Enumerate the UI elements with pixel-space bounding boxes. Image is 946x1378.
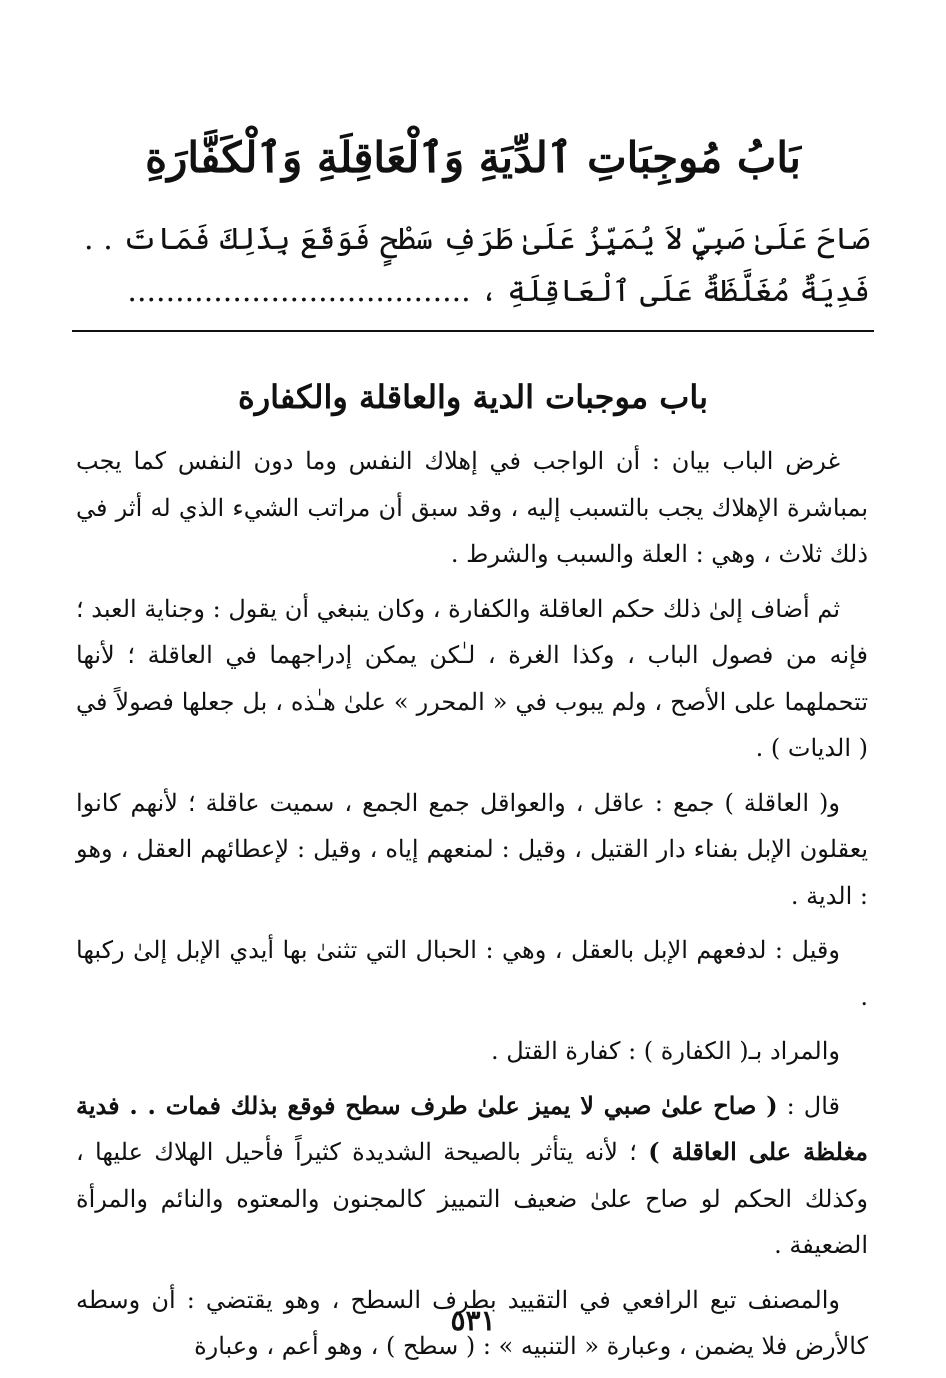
paragraph-5: والمراد بـ( الكفارة ) : كفارة القتل . bbox=[490, 1037, 840, 1065]
commentary-body bbox=[76, 438, 868, 1378]
commentary-title: باب موجبات الدية والعاقلة والكفارة bbox=[237, 378, 709, 416]
paragraph-6 bbox=[76, 1083, 868, 1269]
paragraph-2: ثم أضاف إلىٰ ذلك حكم العاقلة والكفارة ، وكان ينبغي أن يقول : وجناية العبد ؛ فإنه من فصول الباب ، وكذا الغرة ، لـٰكن يمكن إدراجهما في العاقلة ؛ لأنها تتحملهما على الأصح ، ولم يبوب في « المحرر » علىٰ هـٰذه ، بل جعلها فصولاً في ( الديات ) . bbox=[76, 594, 868, 762]
page-number: ٥٣١ bbox=[450, 1304, 496, 1337]
quote-explanation: ؛ لأنه يتأثر بالصيحة الشديدة كثيراً فأحيل الهلاك عليها ، وكذلك الحكم لو صاح علىٰ ضعيف التمييز كالمجنون والمعتوه والنائم والمرأة الضعيفة . bbox=[76, 1138, 868, 1259]
paragraph-3: و( العاقلة ) جمع : عاقل ، والعواقل جمع الجمع ، سميت عاقلة ؛ لأنهم كانوا يعقلون الإبل بفناء دار القتيل ، وقيل : لمنعهم إياه ، وقيل : لإعطائهم العقل ، وهو : الدية . bbox=[76, 788, 868, 910]
quote-intro: قال : bbox=[777, 1091, 840, 1120]
matn-sentence: صَاحَ عَلَىٰ صَبِيٍّ لاَ يُمَيِّزُ عَلَىٰ طَرَفِ سَطْحٍ فَوَقَعَ بِذَلِكَ فَمَاتَ . . فَدِيَةٌ مُغَلَّظَةٌ عَلَى ٱلْعَاقِلَةِ ، bbox=[84, 222, 870, 309]
matn-text bbox=[84, 214, 870, 318]
quoted-matn: ( صاح علىٰ صبي لا يميز علىٰ طرف سطح فوقع بذلك فمات . . فدية مغلظة على العاقلة ) bbox=[76, 1090, 869, 1166]
paragraph-4: وقيل : لدفعهم الإبل بالعقل ، وهي : الحبال التي تثنىٰ بها أيدي الإبل إلىٰ ركبها . bbox=[76, 936, 868, 1011]
separator-line bbox=[72, 330, 874, 332]
chapter-title: بَابُ مُوجِبَاتِ ٱلدِّيَةِ وَٱلْعَاقِلَةِ وَٱلْكَفَّارَةِ bbox=[145, 133, 801, 182]
matn-dots: .................................... bbox=[127, 274, 471, 309]
paragraph-7: والمصنف تبع الرافعي في التقييد بطرف السطح ، وهو يقتضي : أن وسطه كالأرض فلا يضمن ، وعبارة « التنبيه » : ( سطح ) ، وهو أعم ، وعبارة bbox=[76, 1285, 868, 1360]
paragraph-1: غرض الباب بيان : أن الواجب في إهلاك النفس وما دون النفس كما يجب بمباشرة الإهلاك يجب بالتسبب إليه ، وقد سبق أن مراتب الشيء الذي له أثر في ذلك ثلاث ، وهي : العلة والسبب والشرط . bbox=[76, 447, 868, 568]
